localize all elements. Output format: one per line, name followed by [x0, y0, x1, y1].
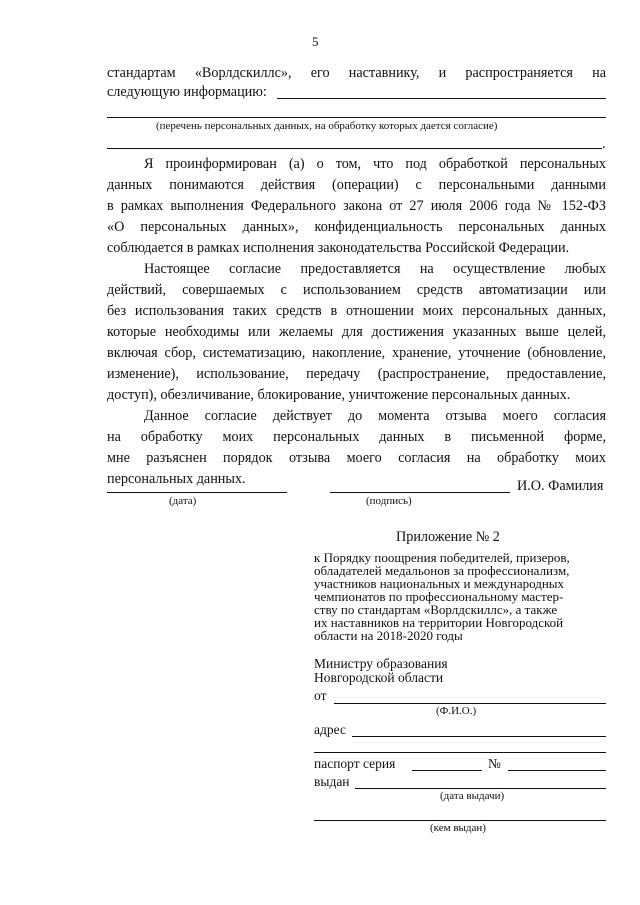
paragraph-2-line: Настоящее согласие предоставляется на осуществление любых [144, 261, 606, 277]
issued-by-field[interactable] [314, 820, 606, 821]
address-field[interactable] [352, 736, 606, 737]
appendix-line: чемпионатов по профессиональному мастер- [314, 589, 564, 604]
date-caption: (дата) [169, 495, 197, 507]
issue-date-caption: (дата выдачи) [440, 790, 505, 802]
paragraph-3-line: на обработку моих персональных данных в письменной форме, [107, 429, 606, 445]
signature-line [330, 492, 510, 493]
passport-number-label: № [488, 756, 501, 771]
appendix-line: к Порядку поощрения победителей, призеров, [314, 550, 570, 565]
appendix-line: их наставников на территории Новгородской [314, 615, 564, 630]
fio-caption: (Ф.И.О.) [436, 705, 477, 717]
appendix-line: ству по стандартам «Ворлдскиллс», а также [314, 602, 558, 617]
paragraph-2-line: действий, совершаемых с использованием средств автоматизации или [107, 282, 606, 298]
appendix-line: участников национальных и международных [314, 576, 565, 591]
paragraph-2-line: изменение), использование, передачу (распространение, предоставление, [107, 366, 606, 382]
paragraph-3-line: персональных данных. [107, 471, 246, 487]
address-field-2[interactable] [314, 752, 606, 753]
from-label: от [314, 688, 327, 703]
info-caption: (перечень персональных данных, на обработку которых дается согласие) [156, 120, 498, 132]
paragraph-2-line: которые необходимы или желаемы для достижения указанных выше целей, [107, 324, 606, 340]
appendix-line: обладателей медальонов за профессионализм, [314, 563, 570, 578]
paragraph-1-line: «О персональных данных», конфиденциальность персональных данных [107, 219, 606, 235]
appendix-line: области на 2018-2020 годы [314, 628, 463, 643]
paragraph-3-line: мне разъяснен порядок отзыва моего согласия на обработку моих [107, 450, 606, 466]
paragraph-1-line: в рамках выполнения Федерального закона от 27 июля 2006 года № 152-ФЗ [107, 198, 606, 214]
paragraph-1-line: данных понимаются действия (операции) с персональными данными [107, 177, 606, 193]
passport-series-field[interactable] [412, 770, 482, 771]
paragraph-3-line: Данное согласие действует до момента отзыва моего согласия [144, 408, 606, 424]
paragraph-1-line: соблюдается в рамках исполнения законодательства Российской Федерации. [107, 240, 570, 256]
signer-name: И.О. Фамилия [517, 478, 604, 494]
signature-caption: (подпись) [366, 495, 412, 507]
info-blank-2 [107, 117, 606, 118]
passport-number-field[interactable] [508, 770, 606, 771]
issued-by-caption: (кем выдан) [430, 822, 486, 834]
paragraph-2-line: без использования таких средств в отношении моих персональных данных, [107, 303, 606, 319]
appendix-reference [314, 551, 606, 642]
issued-label: выдан [314, 774, 350, 789]
info-blank-1 [277, 98, 606, 99]
info-blank-3 [107, 148, 602, 149]
issued-field[interactable] [355, 788, 606, 789]
paragraph-2-line: включая сбор, систематизацию, накопление, хранение, уточнение (обновление, [107, 345, 606, 361]
intro-line-2: следующую информацию: [107, 84, 267, 100]
appendix-title: Приложение № 2 [396, 529, 500, 545]
info-period: . [602, 136, 606, 152]
page-number: 5 [312, 34, 319, 49]
intro-line-1: стандартам «Ворлдскиллс», его наставнику, и распространяется на [107, 65, 606, 81]
paragraph-2-line: доступ), обезличивание, блокирование, уничтожение персональных данных. [107, 387, 571, 403]
address-label: адрес [314, 722, 346, 737]
paragraph-1-line: Я проинформирован (а) о том, что под обработкой персональных [144, 156, 606, 172]
addressee-line-1: Министру образования [314, 656, 448, 671]
addressee-line-2: Новгородской области [314, 670, 444, 685]
date-line [107, 492, 287, 493]
passport-label: паспорт серия [314, 756, 396, 771]
from-field[interactable] [334, 703, 606, 704]
